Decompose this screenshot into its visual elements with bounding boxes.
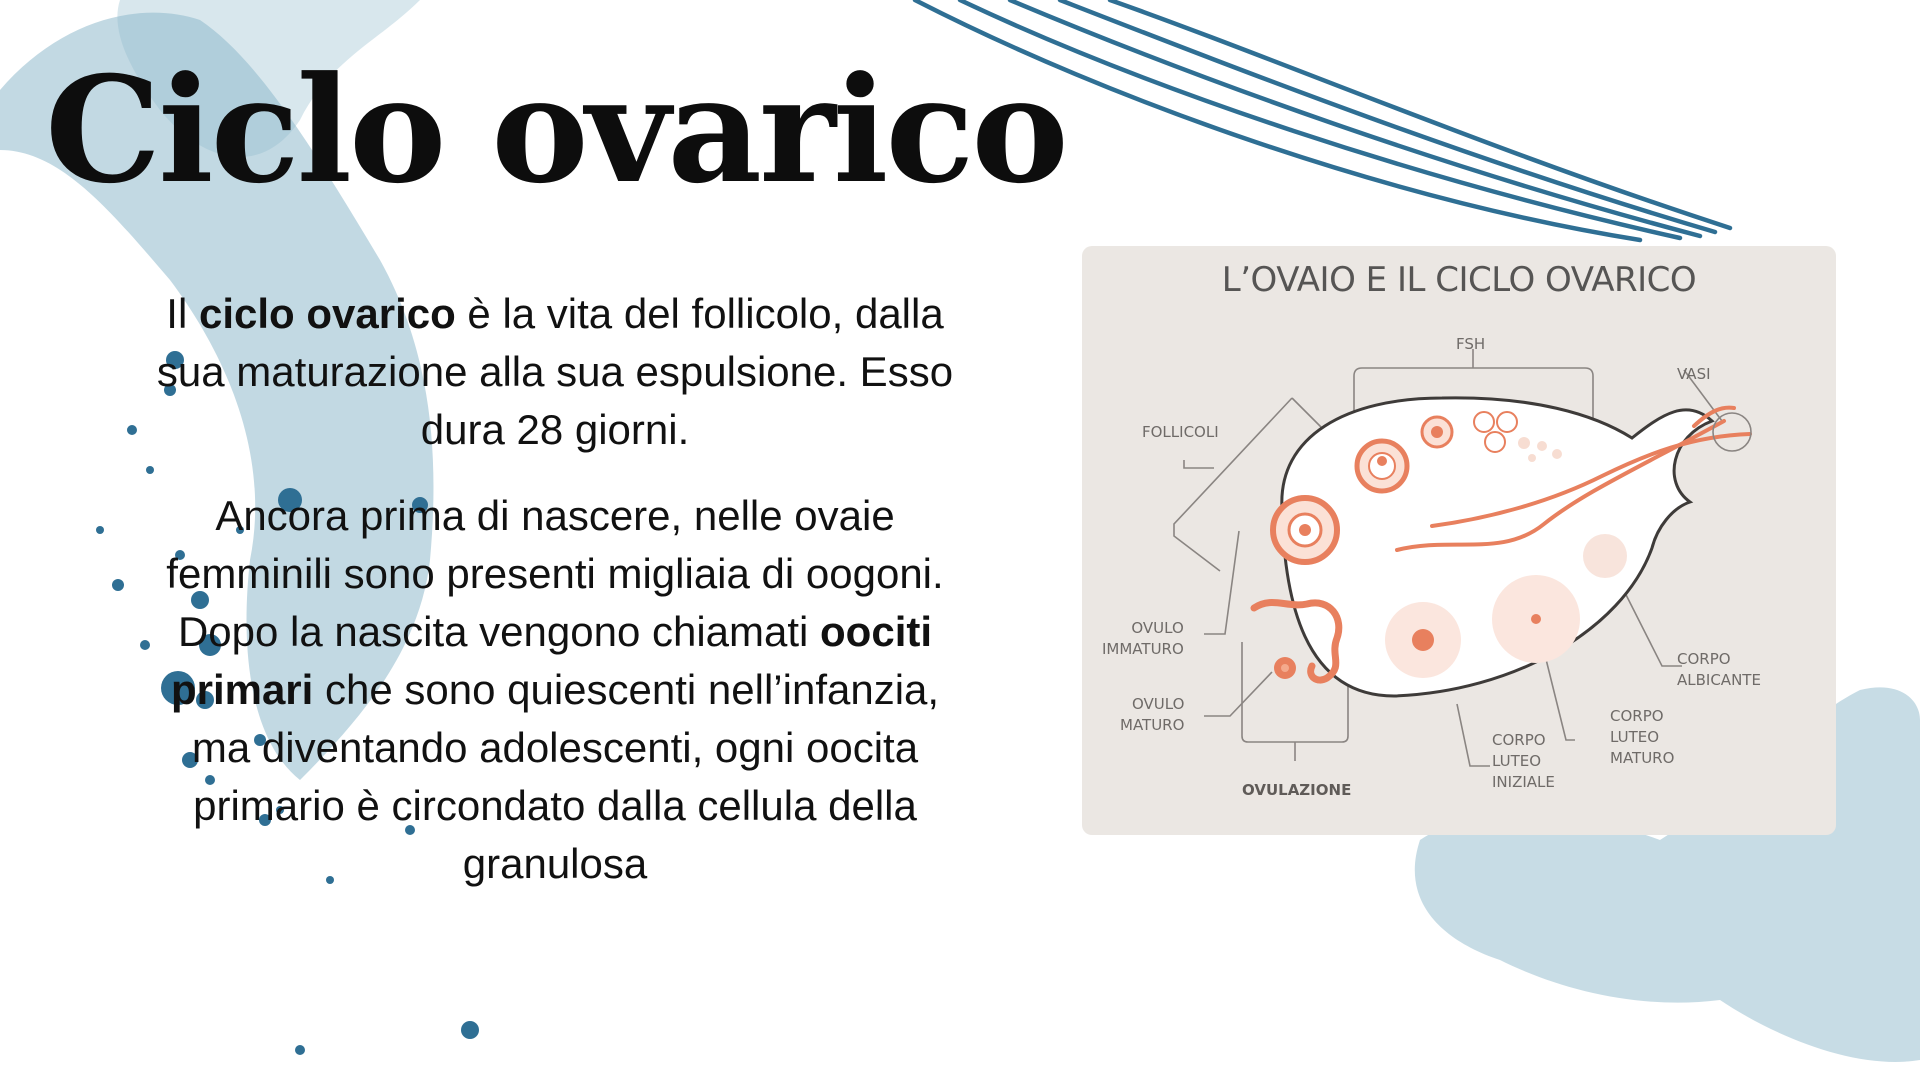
label-corpo-luteo-maturo: CORPO LUTEO MATURO — [1610, 707, 1675, 767]
label-corpo-albicante: CORPO ALBICANTE — [1677, 650, 1761, 689]
text-segment: Il — [166, 290, 199, 337]
body-text — [150, 285, 960, 921]
bold-term: oociti primari — [170, 608, 933, 713]
text-segment: è la vita del follicolo, dalla sua maturazione alla sua espulsione. Esso dura 28 giorni. — [156, 290, 954, 453]
text-segment: che sono quiescenti nell’infanzia, ma diventando adolescenti, ogni oocita primario è circondato dalla cellula della granulosa — [191, 666, 940, 887]
text-segment: Ancora prima di nascere, nelle ovaie femminili sono presenti migliaia di oogoni. Dopo la nascita vengono chiamati — [166, 492, 944, 655]
label-vasi: VASI — [1677, 365, 1711, 383]
paragraph-oogoni — [150, 487, 960, 893]
bold-term: ciclo ovarico — [198, 290, 456, 337]
slide-title: Ciclo ovarico — [45, 45, 1066, 216]
label-ovulo-maturo: OVULO MATURO — [1120, 695, 1185, 734]
vasi-marker — [1713, 413, 1751, 451]
paragraph-definition — [150, 285, 960, 459]
diagram-title: L’OVAIO E IL CICLO OVARICO — [1221, 260, 1697, 300]
label-ovulazione: OVULAZIONE — [1242, 781, 1352, 799]
label-follicoli: FOLLICOLI — [1142, 423, 1219, 441]
label-ovulo-immaturo: OVULO IMMATURO — [1102, 619, 1184, 658]
label-corpo-luteo-iniziale: CORPO LUTEO INIZIALE — [1492, 731, 1555, 791]
label-fsh: FSH — [1456, 335, 1486, 353]
ovary-diagram — [1082, 246, 1836, 835]
